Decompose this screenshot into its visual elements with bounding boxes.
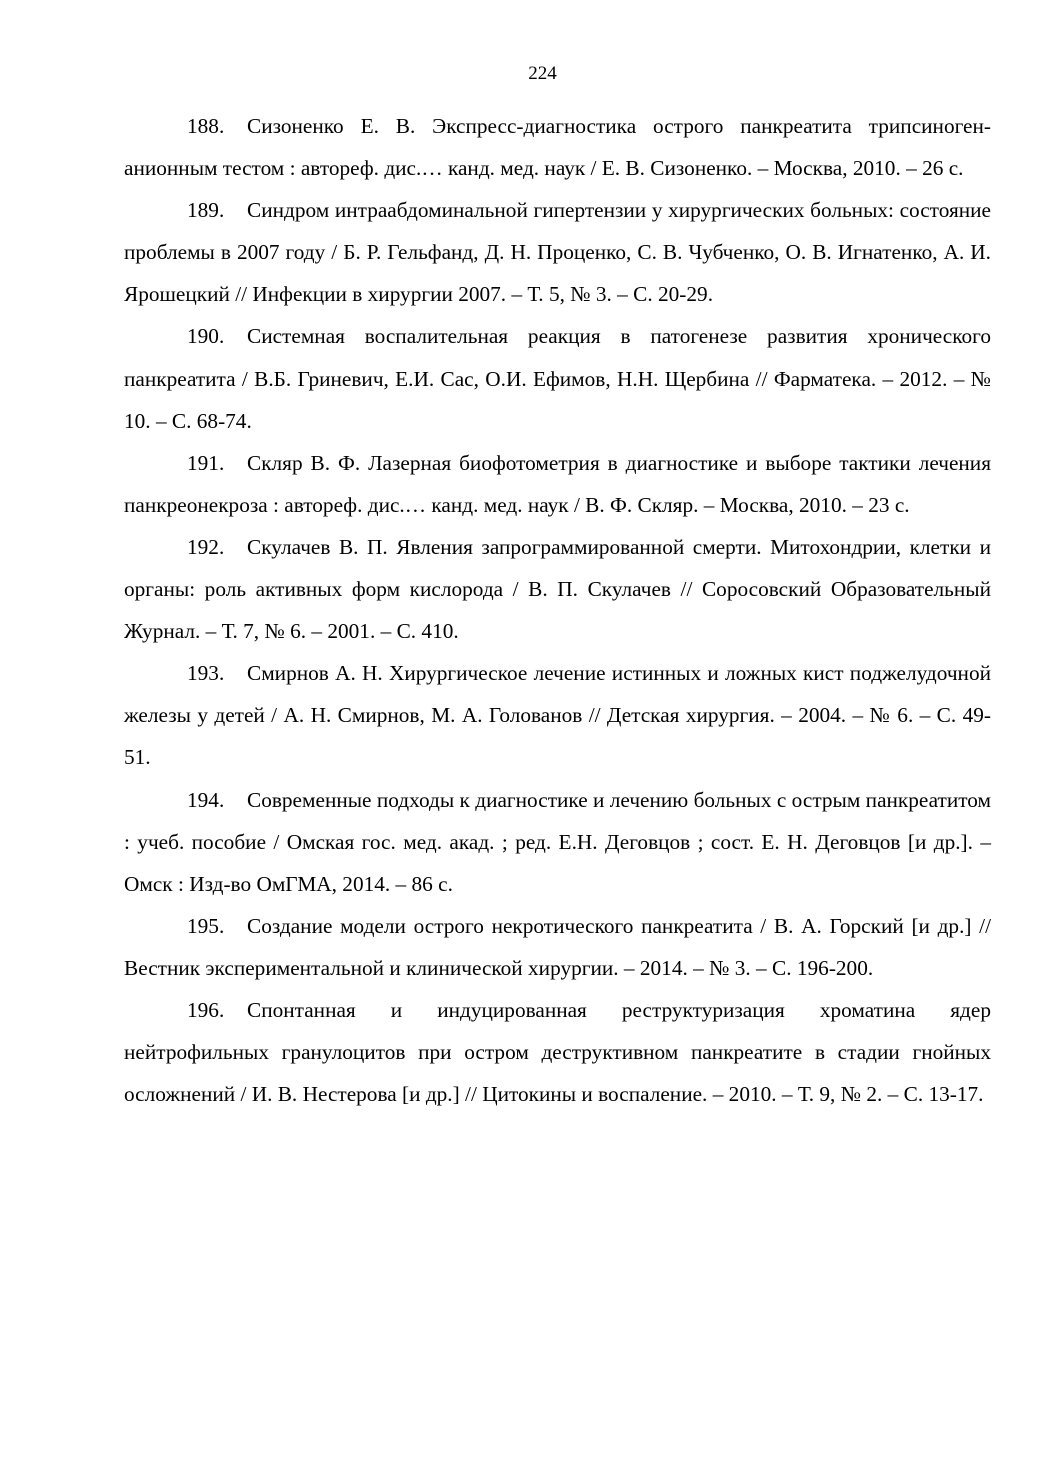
reference-text: Спонтанная и индуцированная реструктуризация хроматина ядер нейтрофильных гранулоцитов при остром деструктивном панкреатите в стадии гнойных осложнений / И. В. Нестерова [и др.] // Цитокины и воспаление. – 2010. – Т. 9, № 2. – С. 13-17.: [124, 997, 991, 1107]
reference-item: [124, 189, 991, 315]
reference-item: [124, 779, 991, 905]
reference-text: Скулачев В. П. Явления запрограммированной смерти. Митохондрии, клетки и органы: роль активных форм кислорода / В. П. Скулачев // Соросовский Образовательный Журнал. – Т. 7, № 6. – 2001. – С. 410.: [124, 534, 991, 644]
reference-number: 193.: [187, 661, 225, 686]
reference-text: Системная воспалительная реакция в патогенезе развития хронического панкреатита / В.Б. Гриневич, Е.И. Сас, О.И. Ефимов, Н.Н. Щербина // Фарматека. – 2012. – № 10. – С. 68-74.: [124, 324, 991, 433]
reference-number: 190.: [187, 324, 225, 349]
reference-item: [124, 315, 991, 441]
reference-text: Скляр В. Ф. Лазерная биофотометрия в диагностике и выборе тактики лечения панкреонекроза : автореф. дис.… канд. мед. наук / В. Ф. Скляр. – Москва, 2010. – 23 с.: [124, 450, 991, 517]
reference-text: Современные подходы к диагностике и лечению больных с острым панкреатитом : учеб. пособие / Омская гос. мед. акад. ; ред. Е.Н. Деговцов ; сост. Е. Н. Деговцов [и др.]. – Омск : Изд-во ОмГМА, 2014. – 86 с.: [124, 787, 991, 896]
reference-number: 188.: [187, 114, 225, 138]
reference-item: [124, 989, 991, 1115]
reference-text: Синдром интраабдоминальной гипертензии у хирургических больных: состояние проблемы в 2007 году / Б. Р. Гельфанд, Д. Н. Проценко, С. В. Чубченко, О. В. Игнатенко, А. И. Ярошецкий // Инфекции в хирургии 2007. – Т. 5, № 3. – С. 20-29.: [124, 198, 991, 307]
reference-item: [124, 652, 991, 778]
page-number: 224: [528, 63, 557, 84]
reference-list: [124, 105, 991, 1115]
reference-item: [124, 442, 991, 526]
reference-item: [124, 905, 991, 989]
reference-number: 191.: [187, 450, 225, 475]
reference-item: [124, 105, 991, 189]
reference-number: 196.: [187, 997, 225, 1022]
reference-number: 189.: [187, 198, 225, 223]
reference-text: Смирнов А. Н. Хирургическое лечение истинных и ложных кист поджелудочной железы у детей / А. Н. Смирнов, М. А. Голованов // Детская хирургия. – 2004. – № 6. – С. 49-51.: [124, 661, 991, 770]
reference-number: 194.: [187, 787, 225, 812]
reference-number: 195.: [187, 913, 225, 938]
reference-text: Создание модели острого некротического панкреатита / В. А. Горский [и др.] // Вестник экспериментальной и клинической хирургии. – 2014. – № 3. – С. 196-200.: [124, 913, 991, 980]
reference-item: [124, 526, 991, 652]
reference-text: Сизоненко Е. В. Экспресс-диагностика острого панкреатита трипсиноген-анионным тестом : автореф. дис.… канд. мед. наук / Е. В. Сизоненко. – Москва, 2010. – 26 с.: [124, 114, 991, 181]
reference-number: 192.: [187, 534, 225, 559]
